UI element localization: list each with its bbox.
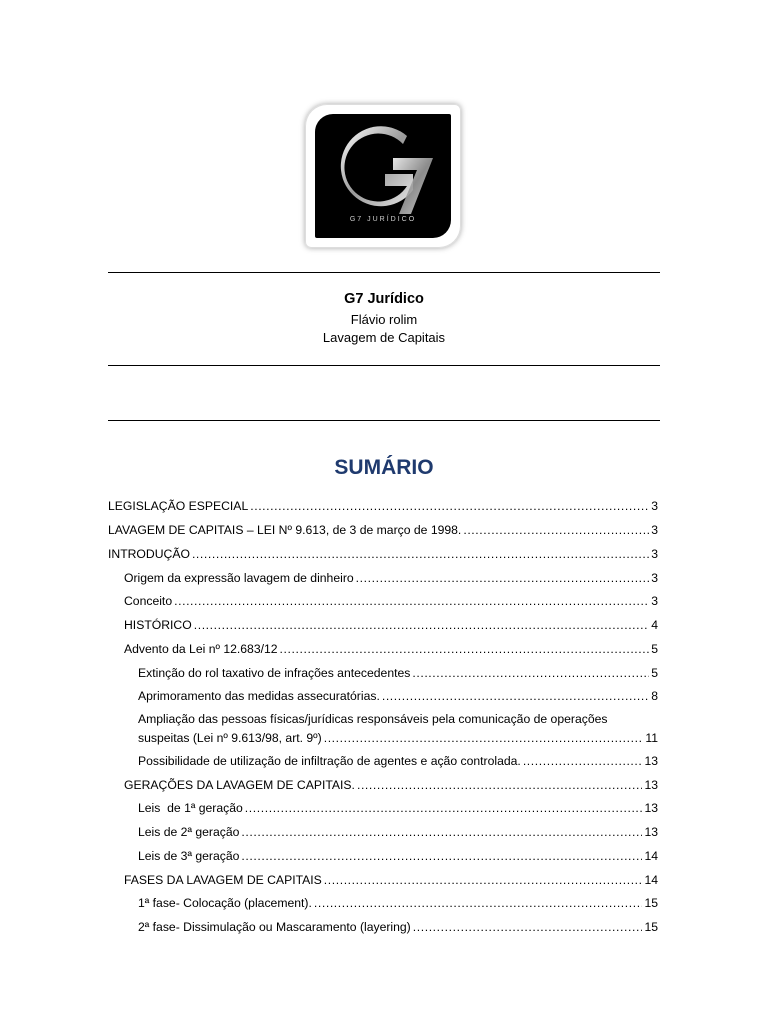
toc-entry[interactable] <box>138 894 658 913</box>
toc-entry-label: suspeitas (Lei nº 9.613/98, art. 9º) <box>138 731 322 745</box>
toc-entry-page: 3 <box>651 594 658 608</box>
toc-entry-page: 3 <box>651 571 658 585</box>
toc-entry-page: 3 <box>651 499 658 513</box>
toc-entry-label-line1[interactable]: Ampliação das pessoas físicas/jurídicas responsáveis pela comunicação de operações <box>138 712 608 726</box>
toc-entry-page: 13 <box>644 825 658 839</box>
toc-entry-label: Advento da Lei nº 12.683/12 <box>124 642 278 656</box>
toc-entry[interactable] <box>124 640 658 659</box>
toc-entry-page: 13 <box>644 778 658 792</box>
toc-entry-page: 5 <box>651 666 658 680</box>
toc-entry[interactable] <box>138 918 658 937</box>
toc-entry-label: 1ª fase- Colocação (placement). <box>138 896 312 910</box>
document-subject: Lavagem de Capitais <box>322 330 446 345</box>
toc-entry-label: Possibilidade de utilização de infiltração de agentes e ação controlada. <box>138 754 521 768</box>
toc-entry[interactable] <box>108 545 658 564</box>
toc-entry[interactable] <box>124 569 658 588</box>
toc-entry-label: GERAÇÕES DA LAVAGEM DE CAPITAIS. <box>124 778 355 792</box>
toc-entry-label: INTRODUÇÃO <box>108 547 190 561</box>
toc-entry[interactable] <box>138 799 658 818</box>
toc-entry[interactable] <box>138 847 658 866</box>
toc-entry[interactable] <box>108 497 658 516</box>
toc-entry[interactable] <box>138 823 658 842</box>
toc-entry-label: Leis de 2ª geração <box>138 825 240 839</box>
toc-entry-label: FASES DA LAVAGEM DE CAPITAIS <box>124 873 322 887</box>
toc-entry[interactable] <box>124 592 658 611</box>
toc-entry-label: Extinção do rol taxativo de infrações antecedentes <box>138 666 411 680</box>
toc-entry[interactable] <box>138 752 658 771</box>
toc-entry-label: LAVAGEM DE CAPITAIS – LEI Nº 9.613, de 3 de março de 1998. <box>108 523 462 537</box>
toc-entry-page: 13 <box>644 801 658 815</box>
toc-entry-page: 15 <box>644 896 658 910</box>
toc-entry-label: Leis de 3ª geração <box>138 849 240 863</box>
toc-entry-label: LEGISLAÇÃO ESPECIAL <box>108 499 249 513</box>
logo-caption: G7 JURÍDICO <box>349 216 417 223</box>
toc-entry-label: Origem da expressão lavagem de dinheiro <box>124 571 354 585</box>
toc-entry[interactable] <box>108 521 658 540</box>
toc-entry-page: 4 <box>651 618 658 632</box>
toc-entry-page: 14 <box>644 849 658 863</box>
toc-entry-page: 13 <box>644 754 658 768</box>
toc-entry-page: 3 <box>651 547 658 561</box>
toc-heading: SUMÁRIO <box>334 456 434 479</box>
toc-entry-page: 8 <box>651 689 658 703</box>
toc-entry[interactable] <box>138 664 658 683</box>
toc-entry-label: Conceito <box>124 594 173 608</box>
toc-entry[interactable] <box>124 871 658 890</box>
toc-entry-page: 3 <box>651 523 658 537</box>
document-title: G7 Jurídico <box>344 291 424 307</box>
toc-entry-page: 15 <box>644 920 658 934</box>
toc-entry-page: 14 <box>644 873 658 887</box>
toc-entry[interactable] <box>138 687 658 706</box>
toc-entry-page: 11 <box>645 731 658 745</box>
toc-entry[interactable] <box>124 776 658 795</box>
toc-entry[interactable] <box>138 729 658 748</box>
toc-entry-page: 5 <box>651 642 658 656</box>
toc-entry-label: Leis de 1ª geração <box>138 801 243 815</box>
toc-entry-label: Aprimoramento das medidas assecuratórias. <box>138 689 380 703</box>
toc-entry-label: 2ª fase- Dissimulação ou Mascaramento (layering) <box>138 920 411 934</box>
toc-entry[interactable] <box>124 616 658 635</box>
toc-entry-label: HISTÓRICO <box>124 618 192 632</box>
document-author: Flávio rolim <box>350 312 418 327</box>
